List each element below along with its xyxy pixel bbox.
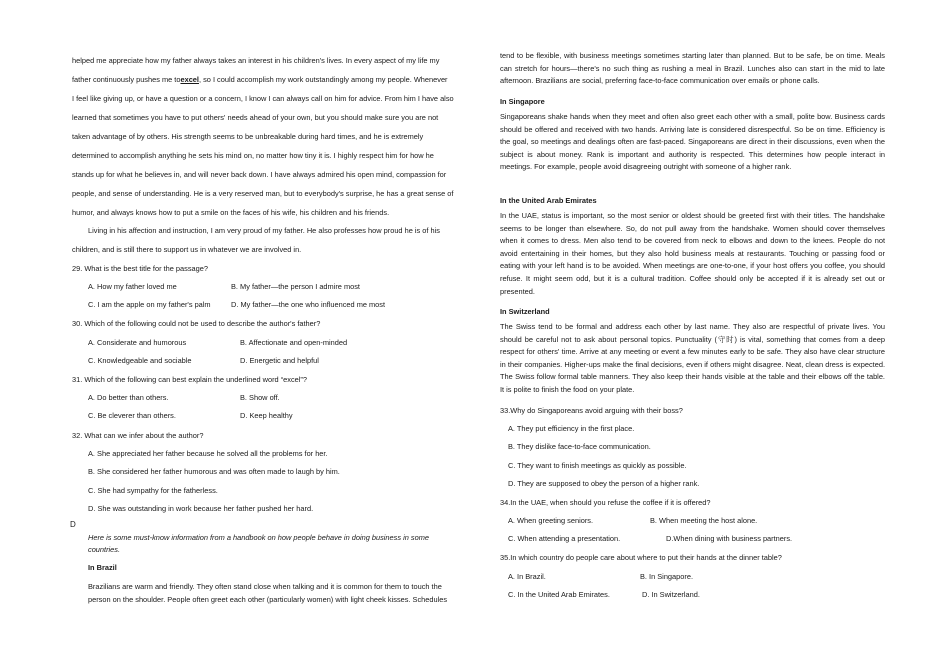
heading-brazil: In Brazil [88, 563, 117, 572]
question-31: 31. Which of the following can best explain the underlined word “excel”? [72, 375, 307, 384]
question-29: 29. What is the best title for the passage? [72, 264, 208, 273]
option-31b: B. Show off. [240, 393, 280, 402]
option-31a: A. Do better than others. [88, 393, 169, 402]
passage-line: humor, and always knows how to put a smile on the faces of his wife, his children and his friends. [72, 208, 390, 217]
option-29d: D. My father—the one who influenced me most [231, 300, 386, 309]
underlined-word-excel: excel [180, 75, 199, 84]
passage-line: Living in his affection and instruction, I am very proud of my father. He also professes how proud he is of his [88, 226, 440, 235]
option-33b: B. They dislike face-to-face communication. [508, 442, 651, 451]
passage-line: I feel like giving up, or have a question or a concern, I know I can always call on him for advice. From him I have also [72, 94, 454, 103]
option-35d: D. In Switzerland. [642, 590, 700, 599]
question-30: 30. Which of the following could not be used to describe the author's father? [72, 319, 321, 328]
passage-line: learned that sometimes you have to put others' needs ahead of your own, but you should make sure you are not [72, 113, 439, 122]
passage-line: children, and is still there to support us in whatever we are involved in. [72, 245, 302, 254]
section-letter: D [70, 520, 76, 529]
passage-line: people, and sense of understanding. He is a very reserved man, but to everybody's surprise, he has a great sense of [72, 189, 454, 198]
option-31c: C. Be cleverer than others. [88, 411, 176, 420]
passage-line: stands up for what he believes in, and will never back down. I have always admired his open mind, compassion for [72, 170, 447, 179]
option-34a: A. When greeting seniors. [508, 516, 594, 525]
option-34b: B. When meeting the host alone. [650, 516, 758, 525]
singapore-paragraph: Singaporeans shake hands when they meet and often also greet each other with a small, polite bow. Business cards should be offered and received with two hands. Arriving late is considered disrespectful. So be on time. Efficiency is the goal, so meetings and dealings often are fast-paced. Singaporeans are direct in their discussions, even when the subject is about money. Rank is important and authority is respected. This determines how people interact in meetings. For example, people avoid disagreeing outright with someone of a higher rank. [500, 112, 885, 172]
option-30a: A. Considerate and humorous [88, 338, 187, 347]
switzerland-paragraph: The Swiss tend to be formal and address each other by last name. They also are respectful of private lives. You should be careful not to ask about personal topics. Punctuality (守时) is vital, something that comes from a deep respect for others' time. Arrive at any meeting or event a few minutes early to be safe. They also have clear structure in their companies. Higher-ups make the final decisions, even if others might disagree. Neat, clean dress is expected. The Swiss follow formal table manners. They also keep their hands visible at the table and their elbows off the table. It is polite to finish the food on your plate. [500, 322, 885, 394]
option-35b: B. In Singapore. [640, 572, 694, 581]
option-29a: A. How my father loved me [88, 282, 177, 291]
question-34: 34.In the UAE, when should you refuse the coffee if it is offered? [500, 498, 711, 507]
option-32c: C. She had sympathy for the fatherless. [88, 486, 218, 495]
option-32a: A. She appreciated her father because he solved all the problems for her. [88, 449, 328, 458]
passage-line: father continuously pushes me toexcel, so I could accomplish my work outstandingly among my people. Whenever [72, 75, 448, 84]
option-29c: C. I am the apple on my father's palm [88, 300, 211, 309]
option-33c: C. They want to finish meetings as quickly as possible. [508, 461, 687, 470]
question-32: 32. What can we infer about the author? [72, 431, 204, 440]
option-31d: D. Keep healthy [240, 411, 293, 420]
brazil-line: Brazilians are warm and friendly. They often stand close when talking and it is common for them to touch the [88, 582, 442, 591]
option-33d: D. They are supposed to obey the person of a higher rank. [508, 479, 700, 488]
passage-line: taken advantage of by others. His strength seems to be unbreakable during hard times, and he is extremely [72, 132, 424, 141]
brazil-paragraph-continued: tend to be flexible, with business meetings sometimes starting later than planned. But to be safe, be on time. Meals can stretch for hours—there's no such thing as rushing a meal in Brazil. Lunches also can start in the mid to late afternoon. Brazilians are social, preferring face-to-face communication over emails or phone calls. [500, 51, 885, 86]
option-33a: A. They put efficiency in the first place. [508, 424, 635, 433]
heading-uae: In the United Arab Emirates [500, 196, 597, 205]
passage-line: helped me appreciate how my father always takes an interest in his children's lives. In every aspect of my life my [72, 56, 440, 65]
intro-line: countries. [88, 545, 121, 554]
heading-singapore: In Singapore [500, 97, 545, 106]
intro-line: Here is some must-know information from a handbook on how people behave in doing business in some [88, 533, 429, 542]
option-30b: B. Affectionate and open-minded [240, 338, 348, 347]
option-35c: C. In the United Arab Emirates. [508, 590, 610, 599]
option-30c: C. Knowledgeable and sociable [88, 356, 192, 365]
brazil-line: person on the shoulder. People often greet each other (particularly women) with light cheek kisses. Schedules [88, 595, 448, 604]
heading-switzerland: In Switzerland [500, 307, 550, 316]
passage-line: determined to accomplish anything he sets his mind on, no matter how tiny it is. I highly respect him for how he [72, 151, 434, 160]
option-30d: D. Energetic and helpful [240, 356, 319, 365]
question-35: 35.In which country do people care about where to put their hands at the dinner table? [500, 553, 782, 562]
option-34c: C. When attending a presentation. [508, 534, 621, 543]
option-29b: B. My father—the person I admire most [231, 282, 360, 291]
option-34d: D.When dining with business partners. [666, 534, 793, 543]
option-35a: A. In Brazil. [508, 572, 546, 581]
question-33: 33.Why do Singaporeans avoid arguing with their boss? [500, 406, 683, 415]
uae-paragraph: In the UAE, status is important, so the most senior or oldest should be greeted first with their titles. The handshake seems to be longer than elsewhere. So, do not pull away from the handshake. Women should cover themselves when it comes to dress. Men also tend to be covered from neck to elbows and down to the knees. People do not avoid entertaining in their homes, but they also hold business meals at restaurants. Touching or passing food or eating with your left hand is to be avoided. When meetings are one-to-one, if your host offers you coffee, you should refuse. It might seem odd, but it is a cultural tradition. Coffee should only be accepted if it is already set out or presented. [500, 211, 885, 296]
option-32b: B. She considered her father humorous and was often made to laugh by him. [88, 467, 340, 476]
option-32d: D. She was outstanding in work because her father pushed her hard. [88, 504, 314, 513]
